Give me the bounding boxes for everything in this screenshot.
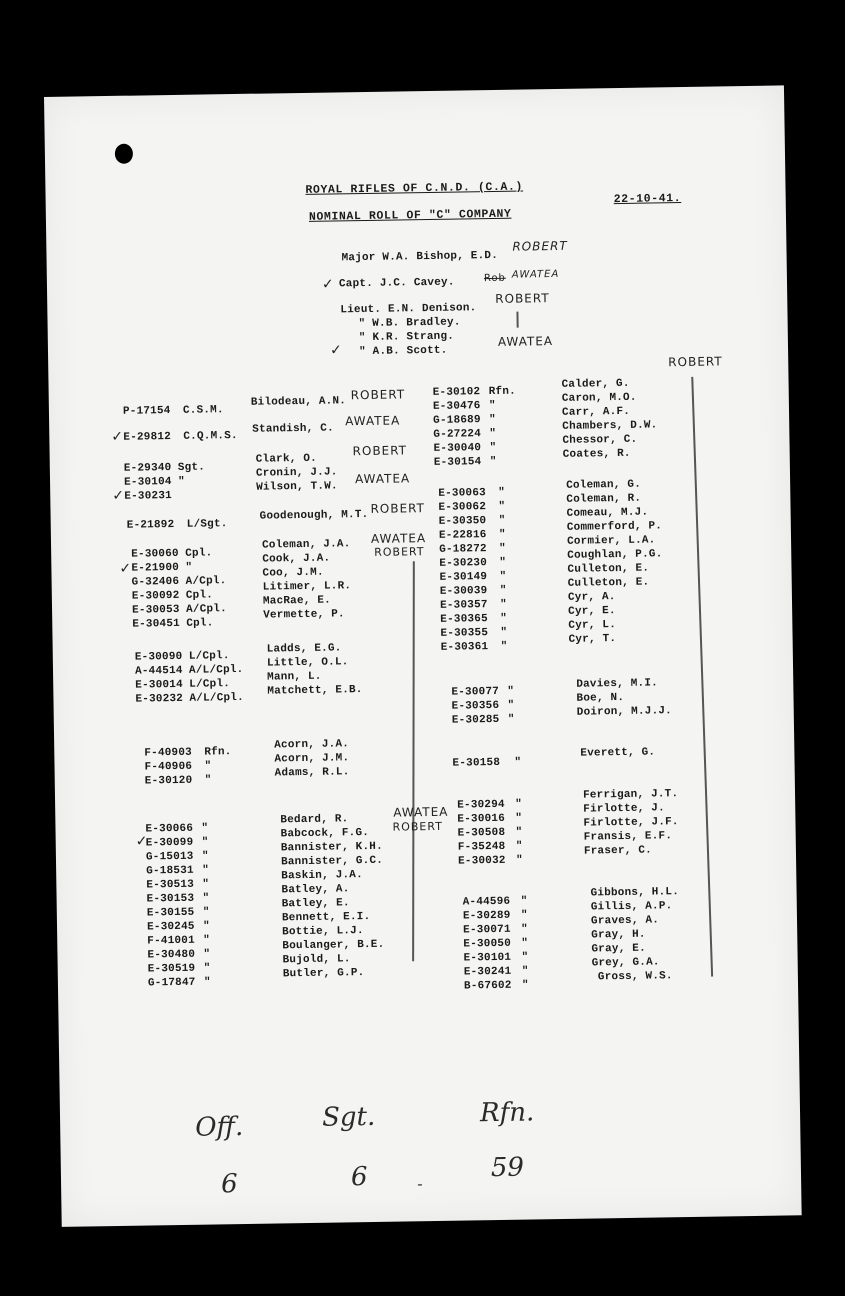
- service-number: E-30063: [438, 487, 486, 500]
- service-number: E-30071: [463, 923, 511, 937]
- service-number: E-29812: [123, 431, 172, 444]
- dash-mark: -: [416, 1174, 423, 1194]
- service-number: E-30241: [463, 965, 512, 979]
- soldier-name: Bennett, E.I.: [281, 910, 371, 925]
- rank: ": [489, 413, 497, 427]
- service-number: G-18272: [439, 543, 487, 556]
- service-number: E-30060: [131, 547, 179, 561]
- rank: ": [499, 598, 507, 611]
- ship-note: ROBERT: [512, 238, 568, 254]
- service-number: E-21892: [126, 519, 175, 532]
- rank: ": [203, 976, 211, 989]
- soldier-name: Carr, A.F.: [561, 405, 631, 419]
- bracket-line: [516, 312, 518, 328]
- soldier-name: Matchett, E.B.: [267, 684, 363, 698]
- service-number: E-30230: [439, 557, 488, 570]
- soldier-name: Caron, M.O.: [561, 391, 637, 405]
- ship-note: ROBERT: [374, 545, 425, 559]
- rank: ": [521, 951, 529, 964]
- rfn-label: Rfn.: [479, 1097, 535, 1129]
- service-number: E-30050: [463, 937, 512, 951]
- service-number: E-30120: [144, 774, 193, 788]
- soldier-name: Coates, R.: [562, 447, 631, 461]
- service-number: E-30350: [438, 515, 487, 528]
- ship-note: AWATEA: [497, 334, 554, 349]
- service-number: E-30480: [147, 948, 196, 962]
- soldier-name: Wilson, T.W.: [256, 480, 338, 494]
- rank: ": [204, 774, 212, 787]
- off-label: Off.: [194, 1111, 244, 1143]
- soldier-name: Culleton, E.: [567, 576, 650, 590]
- service-number: E-30355: [440, 627, 489, 640]
- ship-note: ROBERT: [495, 291, 550, 306]
- service-number: E-30232: [135, 692, 184, 706]
- service-number: A-44596: [462, 895, 511, 909]
- rank: ": [489, 427, 497, 441]
- service-number: E-30285: [451, 713, 500, 727]
- rank: C.S.M.: [182, 404, 224, 417]
- rank: ": [489, 455, 497, 469]
- soldier-name: Comeau, M.J.: [566, 506, 649, 520]
- rank: L/Cpl.: [188, 650, 230, 663]
- rank: ": [499, 556, 507, 569]
- rank: ": [202, 864, 210, 877]
- service-number: F-41001: [147, 934, 195, 948]
- rank: ": [498, 514, 506, 527]
- service-number: E-22816: [438, 529, 487, 542]
- rank: ": [204, 760, 212, 773]
- soldier-name: Coleman, G.: [566, 478, 642, 492]
- rank: ": [201, 822, 209, 835]
- service-number: E-30356: [451, 699, 500, 713]
- ship-note: ROBERT: [668, 354, 723, 370]
- soldier-name: Commerford, P.: [566, 520, 663, 534]
- rank: Rfn.: [204, 746, 232, 759]
- rank: L/Sgt.: [186, 518, 228, 531]
- service-number: E-21900: [131, 561, 180, 575]
- rank: ": [185, 561, 193, 574]
- service-number: E-30099: [145, 836, 194, 850]
- soldier-name: Doiron, M.J.J.: [576, 705, 673, 719]
- rank: ": [202, 906, 210, 919]
- service-number: E-30451: [132, 617, 180, 631]
- ship-note: ROBERT: [352, 443, 408, 459]
- rank: ": [500, 612, 508, 625]
- soldier-name: Cook, J.A.: [262, 552, 331, 566]
- service-number: E-30077: [451, 685, 500, 699]
- service-number: G-15013: [145, 850, 194, 864]
- off-total: 6: [220, 1169, 238, 1200]
- ship-note: AWATEA: [370, 531, 427, 546]
- service-number: E-30090: [134, 650, 183, 664]
- punch-hole: [115, 144, 133, 164]
- soldier-name: Gross, W.S.: [597, 970, 673, 984]
- service-number: E-30053: [131, 603, 180, 617]
- rank: ": [515, 854, 523, 867]
- soldier-name: Bedard, R.: [280, 813, 349, 827]
- soldier-name: Bannister, G.C.: [280, 854, 384, 869]
- soldier-name: Bilodeau, A.N.: [250, 395, 347, 409]
- soldier-name: Gibbons, H.L.: [590, 886, 680, 900]
- soldier-name: Bannister, K.H.: [280, 840, 383, 855]
- rank: ": [500, 640, 508, 653]
- rank: C.Q.M.S.: [183, 429, 238, 443]
- check-mark: ✓: [119, 560, 132, 577]
- service-number: E-30365: [440, 613, 488, 626]
- service-number: E-30231: [124, 490, 172, 503]
- soldier-name: Cronin, J.J.: [255, 466, 338, 480]
- rank: ": [520, 909, 528, 922]
- soldier-name: Culleton, E.: [567, 562, 650, 576]
- struck-note: Rob: [483, 272, 506, 285]
- soldier-name: Chambers, D.W.: [562, 419, 658, 433]
- ship-note: AWATEA: [345, 413, 401, 429]
- sgt-total: 6: [350, 1162, 368, 1193]
- service-number: F-40903: [144, 746, 193, 760]
- soldier-name: Baskin, J.A.: [281, 869, 363, 883]
- service-number: E-30014: [135, 678, 183, 692]
- service-number: A-44514: [134, 664, 183, 678]
- soldier-name: Bujold, L.: [282, 953, 351, 967]
- rank: L/Cpl.: [189, 678, 231, 691]
- soldier-name: Butler, G.P.: [282, 967, 365, 981]
- soldier-name: Litimer, L.R.: [262, 580, 352, 594]
- soldier-name: Gray, H.: [591, 928, 646, 942]
- rank: ": [203, 934, 211, 947]
- soldier-name: Firlotte, J.: [583, 802, 665, 816]
- service-number: F-40906: [144, 760, 193, 774]
- bracket-line: [691, 377, 712, 977]
- officer-line: " A.B. Scott.: [358, 344, 448, 359]
- service-number: E-30155: [146, 906, 195, 920]
- service-number: G-27224: [433, 428, 482, 441]
- rank: ": [488, 399, 496, 413]
- rank: ": [521, 979, 529, 992]
- officer-line: " W.B. Bradley.: [358, 316, 461, 331]
- service-number: E-30361: [440, 641, 489, 654]
- officer-line: " K.R. Strang.: [358, 330, 455, 345]
- soldier-name: Cyr, T.: [568, 633, 617, 646]
- rank: A/L/Cpl.: [189, 691, 244, 705]
- soldier-name: MacRae, E.: [262, 594, 332, 608]
- soldier-name: Batley, A.: [281, 883, 350, 897]
- service-number: E-30062: [438, 501, 487, 514]
- service-number: E-30513: [146, 878, 195, 892]
- service-number: E-30016: [457, 812, 506, 826]
- soldier-name: Boe, N.: [576, 691, 625, 705]
- check-mark: ✓: [112, 487, 125, 504]
- service-number: F-35248: [457, 840, 506, 854]
- service-number: G-17847: [147, 976, 196, 990]
- check-mark: ✓: [329, 342, 342, 359]
- rank: ": [202, 920, 210, 933]
- service-number: E-30102: [432, 386, 481, 399]
- soldier-name: Coo, J.M.: [262, 566, 324, 580]
- check-mark: ✓: [135, 833, 148, 850]
- roll-title: NOMINAL ROLL OF "C" COMPANY: [308, 207, 512, 224]
- rank: ": [521, 937, 529, 950]
- regiment-title: ROYAL RIFLES OF C.N.D. (C.A.): [305, 180, 524, 197]
- rank: ": [507, 699, 515, 712]
- soldier-name: Gray, E.: [591, 942, 646, 956]
- soldier-name: Cyr, E.: [568, 605, 616, 618]
- check-mark: ✓: [321, 276, 334, 293]
- soldier-name: Adams, R.L.: [274, 766, 350, 780]
- rank: ": [514, 756, 522, 769]
- service-number: E-30508: [457, 826, 506, 840]
- rank: ": [515, 798, 523, 811]
- rank: Rfn.: [488, 385, 516, 399]
- soldier-name: Babcock, F.G.: [280, 826, 370, 841]
- rank: ": [499, 570, 507, 583]
- service-number: E-30519: [147, 962, 196, 976]
- soldier-name: Cyr, A.: [567, 591, 616, 604]
- rank: ": [499, 542, 507, 555]
- soldier-name: Cyr, L.: [568, 619, 617, 632]
- rank: ": [515, 840, 523, 853]
- service-number: E-30101: [463, 951, 512, 965]
- check-mark: ✓: [111, 428, 124, 445]
- soldier-name: Gillis, A.P.: [590, 900, 673, 914]
- rank: ": [203, 948, 211, 961]
- rank: ": [489, 441, 497, 455]
- soldier-name: Ferrigan, J.T.: [582, 788, 679, 802]
- rank: ": [507, 713, 515, 726]
- bracket-line: [412, 561, 414, 961]
- rank: A/L/Cpl.: [188, 663, 244, 677]
- rank: ": [520, 895, 528, 908]
- soldier-name: Goodenough, M.T.: [259, 508, 369, 523]
- soldier-name: Everett, G.: [580, 746, 656, 760]
- rank: A/Cpl.: [185, 575, 227, 588]
- rank: ": [201, 850, 209, 863]
- soldier-name: Batley, E.: [281, 897, 350, 911]
- service-number: E-30357: [439, 599, 488, 612]
- soldier-name: Acorn, J.M.: [274, 752, 350, 766]
- document-page: [44, 85, 802, 1226]
- rank: ": [203, 962, 211, 975]
- rank: Cpl.: [186, 617, 214, 630]
- service-number: E-30066: [145, 822, 194, 836]
- soldier-name: Little, O.L.: [266, 656, 349, 670]
- service-number: E-30039: [439, 585, 488, 598]
- rank: ": [177, 475, 185, 488]
- officer-line: Capt. J.C. Cavey.: [338, 276, 455, 291]
- rank: ": [201, 836, 209, 849]
- soldier-name: Davies, M.I.: [576, 677, 659, 691]
- rfn-total: 59: [490, 1152, 525, 1184]
- sgt-label: Sgt.: [321, 1101, 376, 1133]
- soldier-name: Firlotte, J.F.: [583, 816, 679, 830]
- ship-note: AWATEA: [511, 268, 560, 281]
- rank: Cpl.: [185, 547, 213, 560]
- soldier-name: Mann, L.: [267, 670, 322, 684]
- soldier-name: Bottie, L.J.: [282, 925, 364, 939]
- soldier-name: Coleman, R.: [566, 492, 642, 506]
- soldier-name: Cormier, L.A.: [566, 534, 656, 548]
- rank: ": [515, 826, 523, 839]
- service-number: E-30476: [432, 400, 481, 413]
- service-number: E-30294: [457, 798, 505, 812]
- rank: Cpl.: [185, 589, 214, 602]
- soldier-name: Acorn, J.A.: [274, 738, 350, 752]
- service-number: E-29340: [123, 462, 172, 475]
- service-number: E-30245: [146, 920, 195, 934]
- soldier-name: Boulanger, B.E.: [282, 938, 385, 953]
- service-number: P-17154: [122, 405, 171, 418]
- rank: A/Cpl.: [185, 603, 227, 616]
- service-number: G-32406: [131, 575, 180, 589]
- rank: ": [202, 892, 210, 905]
- service-number: E-30153: [146, 892, 195, 906]
- soldier-name: Fraser, C.: [583, 844, 653, 858]
- soldier-name: Clark, O.: [255, 452, 318, 466]
- soldier-name: Fransis, E.F.: [583, 830, 673, 844]
- service-number: E-30032: [457, 854, 506, 868]
- rank: ": [499, 584, 507, 597]
- rank: ": [521, 923, 529, 936]
- rank: ": [498, 528, 506, 541]
- service-number: E-30154: [433, 456, 482, 469]
- soldier-name: Coleman, J.A.: [261, 538, 351, 552]
- ship-note: ROBERT: [392, 819, 443, 834]
- soldier-name: Graves, A.: [590, 914, 660, 928]
- rank: ": [498, 486, 506, 499]
- service-number: G-18531: [146, 864, 194, 878]
- officer-line: Major W.A. Bishop, E.D.: [341, 249, 499, 265]
- ship-note: ROBERT: [370, 501, 426, 516]
- rank: ": [521, 965, 529, 978]
- rank: ": [202, 878, 210, 891]
- rank: ": [515, 812, 523, 825]
- service-number: E-30149: [439, 571, 488, 584]
- roll-date: 22-10-41.: [613, 192, 682, 207]
- soldier-name: Vermette, P.: [263, 608, 345, 622]
- soldier-name: Coughlan, P.G.: [567, 548, 663, 562]
- service-number: E-30289: [462, 909, 511, 923]
- service-number: B-67602: [463, 979, 512, 993]
- ship-note: AWATEA: [393, 804, 449, 820]
- officer-line: Lieut. E.N. Denison.: [340, 302, 477, 317]
- soldier-name: Grey, G.A.: [591, 956, 660, 970]
- soldier-name: Standish, C.: [252, 422, 334, 436]
- rank: ": [498, 500, 506, 513]
- rank: ": [500, 626, 508, 639]
- rank: Sgt.: [177, 461, 206, 474]
- ship-note: ROBERT: [350, 387, 406, 403]
- soldier-name: Chessor, C.: [562, 433, 638, 447]
- service-number: E-30158: [452, 756, 501, 770]
- service-number: G-18689: [433, 414, 481, 427]
- service-number: E-30040: [433, 442, 482, 455]
- soldier-name: Calder, G.: [561, 377, 630, 391]
- ship-note: AWATEA: [354, 471, 411, 487]
- rank: ": [507, 685, 515, 698]
- service-number: E-30104: [123, 476, 172, 489]
- soldier-name: Ladds, E.G.: [266, 642, 342, 656]
- service-number: E-30092: [131, 589, 180, 603]
